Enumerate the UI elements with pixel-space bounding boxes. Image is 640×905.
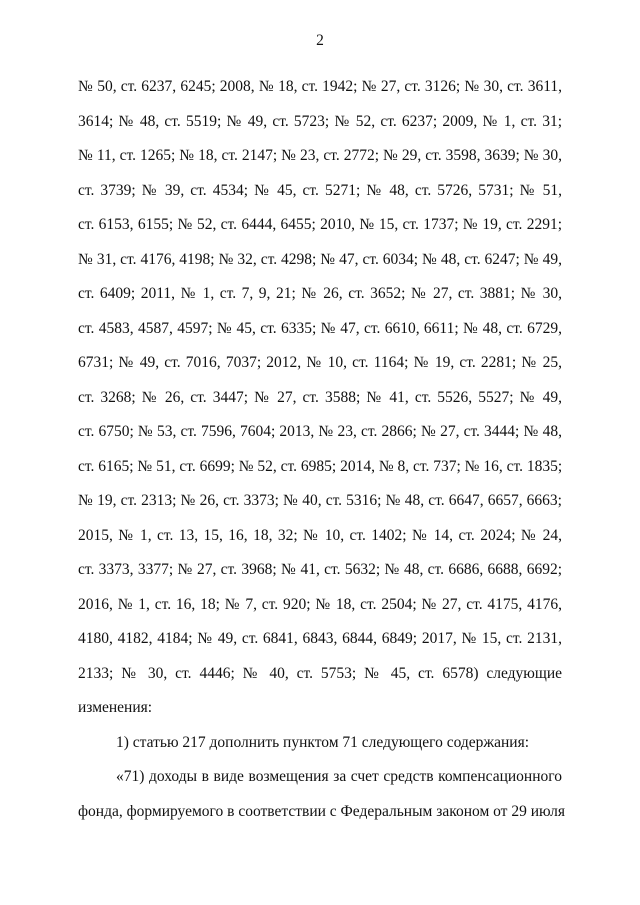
- text-line: ст. 3739; № 39, ст. 4534; № 45, ст. 5271; № 48, ст. 5726, 5731; № 51,: [78, 181, 562, 199]
- text-line: изменения:: [78, 699, 153, 716]
- text-line: ст. 6750; № 53, ст. 7596, 7604; 2013, № 23, ст. 2866; № 27, ст. 3444; № 48,: [78, 423, 562, 440]
- text-line: ст. 3268; № 26, ст. 3447; № 27, ст. 3588; № 41, ст. 5526, 5527; № 49,: [78, 388, 562, 406]
- text-line: № 50, ст. 6237, 6245; 2008, № 18, ст. 1942; № 27, ст. 3126; № 30, ст. 3611,: [78, 78, 562, 95]
- text-line: фонда, формируемого в соответствии с Федеральным законом от 29 июля: [78, 802, 566, 820]
- text-line: 2133; № 30, ст. 4446; № 40, ст. 5753; № 45, ст. 6578) следующие: [78, 664, 562, 682]
- text-line: ст. 3373, 3377; № 27, ст. 3968; № 41, ст. 5632; № 48, ст. 6686, 6688, 6692;: [78, 561, 562, 578]
- text-line: № 31, ст. 4176, 4198; № 32, ст. 4298; № 47, ст. 6034; № 48, ст. 6247; № 49,: [78, 250, 562, 268]
- text-line: 2016, № 1, ст. 16, 18; № 7, ст. 920; № 18, ст. 2504; № 27, ст. 4175, 4176,: [78, 595, 562, 613]
- text-line: 1) статью 217 дополнить пунктом 71 следующего содержания:: [116, 733, 530, 751]
- text-line: № 19, ст. 2313; № 26, ст. 3373; № 40, ст. 5316; № 48, ст. 6647, 6657, 6663;: [78, 492, 562, 509]
- text-line: ст. 6153, 6155; № 52, ст. 6444, 6455; 2010, № 15, ст. 1737; № 19, ст. 2291;: [78, 216, 562, 233]
- text-line: «71) доходы в виде возмещения за счет средств компенсационного: [116, 768, 562, 785]
- text-line: 2015, № 1, ст. 13, 15, 16, 18, 32; № 10, ст. 1402; № 14, ст. 2024; № 24,: [78, 526, 562, 544]
- page-number: 2: [316, 32, 324, 49]
- text-line: ст. 4583, 4587, 4597; № 45, ст. 6335; № 47, ст. 6610, 6611; № 48, ст. 6729,: [78, 319, 562, 337]
- text-line: 6731; № 49, ст. 7016, 7037; 2012, № 10, ст. 1164; № 19, ст. 2281; № 25,: [78, 354, 562, 371]
- document-body: [78, 70, 566, 829]
- text-line: 4180, 4182, 4184; № 49, ст. 6841, 6843, 6844, 6849; 2017, № 15, ст. 2131,: [78, 630, 562, 647]
- text-line: № 11, ст. 1265; № 18, ст. 2147; № 23, ст. 2772; № 29, ст. 3598, 3639; № 30,: [78, 147, 562, 164]
- text-line: ст. 6165; № 51, ст. 6699; № 52, ст. 6985; 2014, № 8, ст. 737; № 16, ст. 1835;: [78, 457, 563, 475]
- text-line: ст. 6409; 2011, № 1, ст. 7, 9, 21; № 26, ст. 3652; № 27, ст. 3881; № 30,: [78, 285, 562, 302]
- text-line: 3614; № 48, ст. 5519; № 49, ст. 5723; № 52, ст. 6237; 2009, № 1, ст. 31;: [78, 112, 562, 130]
